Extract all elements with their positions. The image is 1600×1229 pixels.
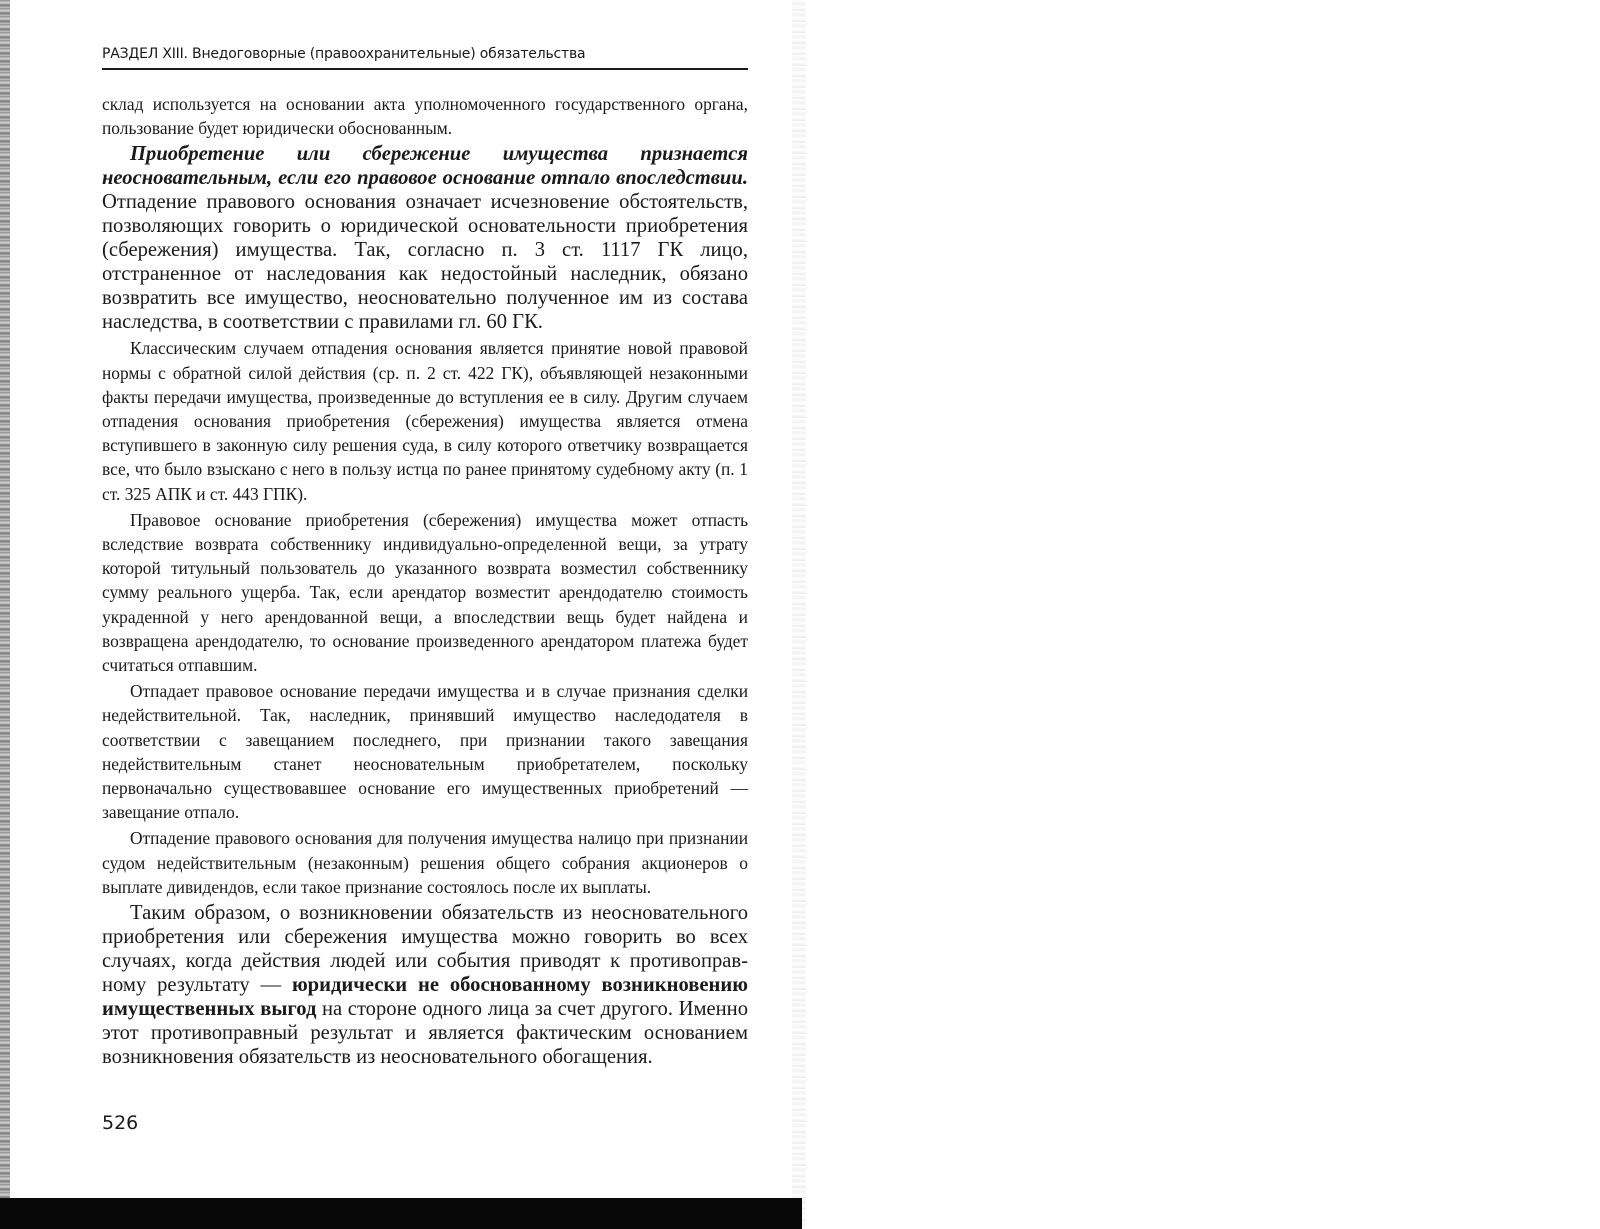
running-header: РАЗДЕЛ XIII. Внедоговорные (правоохранительные) обязательства	[102, 40, 748, 70]
conclusion-emphasis: юридически не обоснованному возникновению имущественных выгод	[102, 974, 748, 1021]
rule-emphasis: Приобретение или сбережение имущества признается неосновательным, если его правовое основание отпало впоследствии.	[102, 143, 748, 190]
paragraph-continuation: склад используется на основании акта уполномоченного государственного органа, пользование будет юридически обоснованным.	[102, 94, 748, 139]
book-page	[102, 40, 748, 1069]
page-edge-noise	[792, 0, 806, 1229]
paragraph-invalid-transaction: Отпадает правовое основание передачи имущества и в случае признания сделки недействительной. Так, наследник, принявший имущество наследодателя в соответствии с завещанием последнего, при признании такого завещания недействительным станет неосновательным приобретателем, поскольку первоначально существовавшее основание его имущественных приобретений — завещание отпало.	[102, 681, 748, 823]
paragraph-conclusion	[102, 901, 748, 1069]
paragraph-dividends: Отпадение правового основания для получения имущества налицо при признании судом недействительным (незаконным) решения общего собрания акционеров о выплате дивидендов, если такое признание состоялось после их выплаты.	[102, 828, 748, 897]
paragraph-classic-case: Классическим случаем отпадения основания является принятие новой правовой нормы с обратной силой действия (ср. п. 2 ст. 422 ГК), объявляющей незаконными факты передачи имущества, произведенные до вступления ее в силу. Другим случаем отпадения основания приобретения (сбережения) имущества является отмена вступившего в законную силу решения суда, в силу которого ответчику возвращается все, что было взыскано с него в пользу истца по ранее принятому судебному акту (п. 1 ст. 325 АПК и ст. 443 ГПК).	[102, 338, 748, 504]
binding-shadow	[0, 0, 10, 1229]
conclusion-end: на стороне одного лица за счет другого. Именно этот противоправный результат и является фактическим основанием возникновения обязательств из неосновательного обогащения.	[102, 998, 748, 1069]
page-number: 526	[102, 1112, 139, 1134]
scanner-dark-band	[0, 1198, 802, 1229]
rule-explanation: Отпадение правового основания означает исчезновение обстоятельств, позволяющих говорить о юридической основательности приобретения (сбережения) имущества. Так, согласно п. 3 ст. 1117 ГК лицо, отстраненное от наследования как недостойный наследник, обязано возвратить все имущество, неосновательно полученное им из состава наследства, в соответствии с правилами гл. 60 ГК.	[102, 191, 748, 334]
paragraph-rule	[102, 142, 748, 334]
paragraph-return-of-thing: Правовое основание приобретения (сбережения) имущества может отпасть вследствие возврата собственнику индивидуально-определенной вещи, за утрату которой титульный пользователь до указанного возврата возместил собственнику сумму реального ущерба. Так, если арендатор возместит арендодателю стоимость украденной у него арендованной вещи, а впоследствии вещь будет найдена и возвращена арендодателю, то основание произведенного арендатором платежа будет считаться отпавшим.	[102, 509, 748, 676]
conclusion-start: Таким образом, о возникновении обязательств из неосновательного приобретения или сбережения имущества можно говорить во всех случаях, когда действия людей или события приводят к противоправному результату —	[102, 902, 748, 997]
